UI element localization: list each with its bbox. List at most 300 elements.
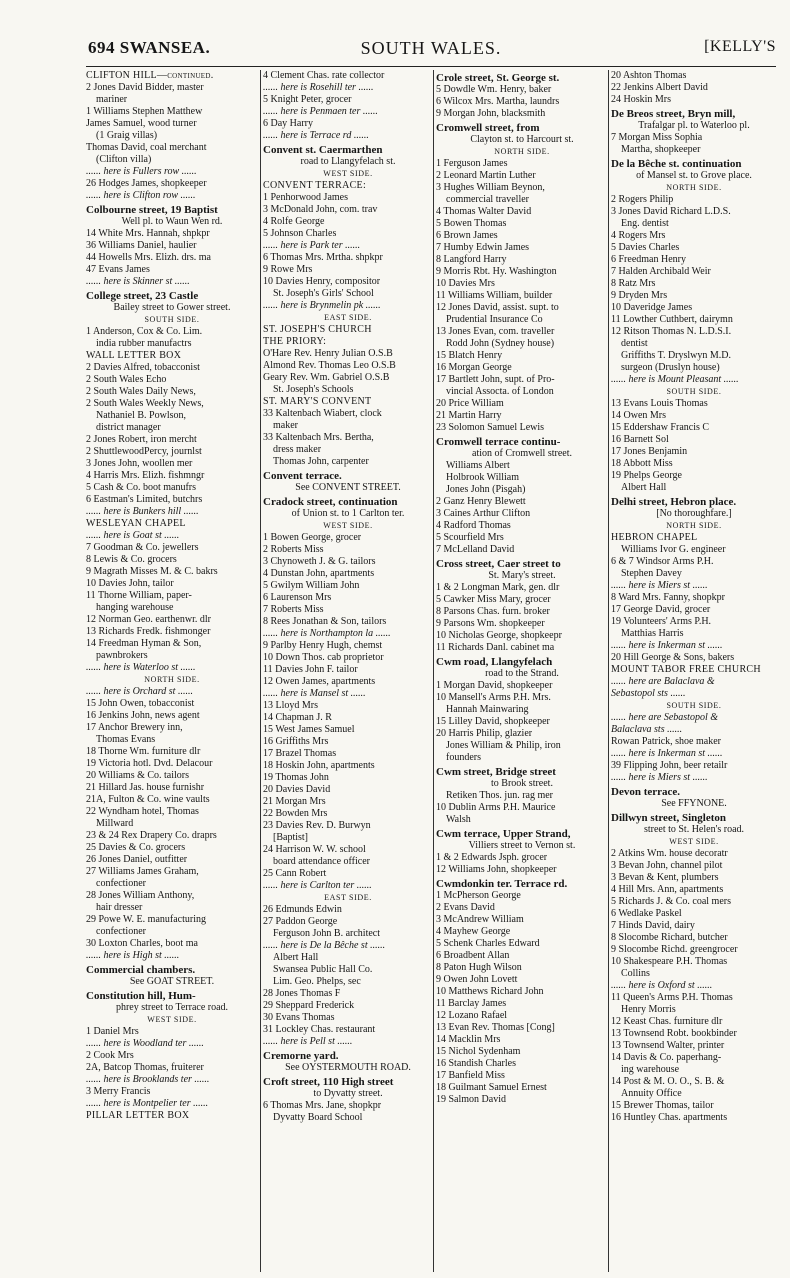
directory-entry: 17 George David, grocer	[611, 604, 711, 615]
directory-entry: pawnbrokers	[96, 650, 148, 661]
cross-street-marker: Balaclava sts ......	[611, 724, 683, 735]
directory-entry: Walsh	[446, 814, 471, 825]
directory-entry: 10 Davies Mrs	[436, 278, 495, 289]
directory-entry: 26 Edmunds Edwin	[263, 904, 342, 915]
directory-entry: 15 John Owen, tobacconist	[86, 698, 195, 709]
directory-columns	[86, 70, 776, 1272]
directory-entry: 11 Barclay James	[436, 998, 507, 1009]
directory-column-2	[260, 70, 433, 1272]
directory-entry: 33 Kaltenbach Mrs. Bertha,	[263, 432, 374, 443]
cross-street-marker: ...... here is Northampton la ......	[263, 628, 391, 639]
directory-entry: 12 Ritson Thomas N. L.D.S.I.	[611, 326, 732, 337]
directory-entry: 1 Penhorwood James	[263, 192, 348, 203]
cross-street-marker: ...... here is Penmaen ter ......	[263, 106, 378, 117]
directory-entry: 16 Jenkins John, news agent	[86, 710, 200, 721]
directory-entry: 10 Mansell's Arms P.H. Mrs.	[436, 692, 551, 703]
directory-entry: 13 Lloyd Mrs	[263, 700, 318, 711]
street-description: to Brook street.	[491, 778, 553, 789]
institution-entry: HEBRON CHAPEL	[611, 532, 698, 543]
directory-entry: 5 Bowen Thomas	[436, 218, 507, 229]
directory-entry: 1 Anderson, Cox & Co. Lim.	[86, 326, 203, 337]
cross-street-marker: ...... here is Orchard st ......	[86, 686, 193, 697]
directory-entry: hair dresser	[96, 902, 143, 913]
directory-entry: 2 South Wales Echo	[86, 374, 167, 385]
directory-entry: board attendance officer	[273, 856, 370, 867]
side-label: WEST SIDE.	[323, 521, 373, 530]
directory-entry: Annuity Office	[621, 1088, 682, 1099]
cross-street-marker: ...... here is Miers st ......	[611, 580, 708, 591]
cross-street-marker: ...... here is Brooklands ter ......	[86, 1074, 210, 1085]
side-label: EAST SIDE.	[324, 893, 372, 902]
directory-entry: Lim. Geo. Phelps, sec	[273, 976, 361, 987]
directory-entry: 3 Bevan & Kent, plumbers	[611, 872, 719, 883]
street-description: Clayton st. to Harcourt st.	[470, 134, 574, 145]
directory-entry: 2 Davies Alfred, tobacconist	[86, 362, 200, 373]
directory-entry: hanging warehouse	[96, 602, 174, 613]
directory-entry: 6 Wedlake Paskel	[611, 908, 682, 919]
street-heading: Cross street, Caer street to	[436, 558, 561, 570]
institution-entry: WESLEYAN CHAPEL	[86, 518, 186, 529]
directory-entry: 16 Huntley Chas. apartments	[611, 1112, 728, 1123]
street-heading: Cromwell street, from	[436, 122, 540, 134]
directory-entry: 10 Matthews Richard John	[436, 986, 544, 997]
institution-entry: ST. JOSEPH'S CHURCH	[263, 324, 372, 335]
institution-entry: MOUNT TABOR FREE CHURCH	[611, 664, 761, 675]
directory-entry: Martha, shopkeeper	[621, 144, 701, 155]
directory-entry: Holbrook William	[446, 472, 520, 483]
directory-entry: Henry Morris	[621, 1004, 676, 1015]
directory-entry: 4 Radford Thomas	[436, 520, 511, 531]
directory-entry: 5 Schenk Charles Edward	[436, 938, 540, 949]
directory-entry: 9 Rowe Mrs	[263, 264, 313, 275]
directory-entry: 9 Morgan John, blacksmith	[436, 108, 546, 119]
directory-entry: 24 Hoskin Mrs	[611, 94, 672, 105]
street-heading: Devon terrace.	[611, 786, 681, 798]
directory-entry: 8 Ratz Mrs	[611, 278, 656, 289]
directory-entry: 23 Davies Rev. D. Burwyn	[263, 820, 371, 831]
directory-entry: 11 Williams William, builder	[436, 290, 553, 301]
directory-entry: 4 Thomas Walter David	[436, 206, 532, 217]
side-label: WEST SIDE.	[147, 1015, 197, 1024]
directory-entry: Rowan Patrick, shoe maker	[611, 736, 721, 747]
directory-entry: 16 Griffiths Mrs	[263, 736, 329, 747]
directory-entry: 2 Atkins Wm. house decoratr	[611, 848, 728, 859]
directory-entry: 15 Brewer Thomas, tailor	[611, 1100, 714, 1111]
cross-street-marker: ...... here is Skinner st ......	[86, 276, 190, 287]
directory-entry: 5 Knight Peter, grocer	[263, 94, 352, 105]
directory-entry: (1 Graig villas)	[96, 130, 158, 141]
directory-entry: 29 Sheppard Frederick	[263, 1000, 355, 1011]
directory-entry: 4 Dunstan John, apartments	[263, 568, 375, 579]
street-heading: Delhi street, Hebron place.	[611, 496, 737, 508]
directory-entry: 28 Jones William Anthony,	[86, 890, 195, 901]
directory-entry: 17 Jones Benjamin	[611, 446, 688, 457]
directory-entry: 4 Harris Mrs. Elizh. fishmngr	[86, 470, 205, 481]
directory-entry: 20 Ashton Thomas	[611, 70, 687, 81]
directory-entry: 47 Evans James	[86, 264, 150, 275]
directory-entry: 14 White Mrs. Hannah, shpkpr	[86, 228, 210, 239]
directory-entry: 7 Morgan Miss Sophia	[611, 132, 703, 143]
street-heading: College street, 23 Castle	[86, 290, 199, 302]
directory-entry: 23 & 24 Rex Drapery Co. draprs	[86, 830, 217, 841]
directory-entry: confectioner	[96, 926, 146, 937]
directory-entry: 8 Langford Harry	[436, 254, 507, 265]
directory-entry: dentist	[621, 338, 648, 349]
directory-entry: Collins	[621, 968, 650, 979]
directory-entry: 14 Davis & Co. paperhang-	[611, 1052, 722, 1063]
directory-entry: 21A, Fulton & Co. wine vaults	[86, 794, 210, 805]
directory-entry: 1 & 2 Longman Mark, gen. dlr	[436, 582, 560, 593]
street-description: of Union st. to 1 Carlton ter.	[291, 508, 405, 519]
street-description: See GOAT STREET.	[129, 976, 215, 987]
directory-entry: 6 Broadbent Allan	[436, 950, 510, 961]
directory-entry: 3 Hughes William Beynon,	[436, 182, 545, 193]
street-heading: Cromwell terrace continu-	[436, 436, 561, 448]
directory-entry: Albert Hall	[621, 482, 667, 493]
cross-street-marker: ...... here is Woodland ter ......	[86, 1038, 204, 1049]
directory-entry: 19 Thomas John	[263, 772, 329, 783]
directory-entry: 2 South Wales Weekly News,	[86, 398, 204, 409]
street-heading: Cwmdonkin ter. Terrace rd.	[436, 878, 568, 890]
directory-entry: ing warehouse	[621, 1064, 680, 1075]
directory-entry: 1 Ferguson James	[436, 158, 508, 169]
directory-entry: 3 Caines Arthur Clifton	[436, 508, 531, 519]
directory-entry: 3 Bevan John, channel pilot	[611, 860, 723, 871]
directory-entry: 5 Richards J. & Co. coal mers	[611, 896, 731, 907]
directory-entry: 16 Barnett Sol	[611, 434, 669, 445]
directory-entry: 28 Jones Thomas F	[263, 988, 341, 999]
directory-entry: 4 Mayhew George	[436, 926, 511, 937]
cross-street-marker: ...... here is Inkerman st ......	[611, 640, 723, 651]
directory-entry: 9 Dryden Mrs	[611, 290, 668, 301]
street-description: phrey street to Terrace road.	[115, 1002, 229, 1013]
directory-entry: 21 Morgan Mrs	[263, 796, 326, 807]
directory-entry: 15 Eddershaw Francis C	[611, 422, 710, 433]
directory-entry: 16 Standish Charles	[436, 1058, 516, 1069]
side-label: NORTH SIDE.	[666, 521, 722, 530]
side-label: SOUTH SIDE.	[144, 315, 200, 324]
directory-entry: 9 Owen John Lovett	[436, 974, 518, 985]
directory-entry: 2 Rogers Philip	[611, 194, 674, 205]
directory-entry: 14 Macklin Mrs	[436, 1034, 501, 1045]
directory-entry: 2 ShuttlewoodPercy, journlst	[86, 446, 202, 457]
publisher-mark: [KELLY'S	[704, 38, 776, 55]
directory-entry: 7 McLelland David	[436, 544, 515, 555]
directory-entry: 1 Bowen George, grocer	[263, 532, 362, 543]
directory-entry: James Samuel, wood turner	[86, 118, 197, 129]
directory-entry: 10 Davies Henry, compositor	[263, 276, 381, 287]
street-heading: Cwm road, Llangyfelach	[436, 656, 553, 668]
directory-entry: 2 Cook Mrs	[86, 1050, 134, 1061]
directory-entry: 4 Clement Chas. rate collector	[263, 70, 385, 81]
cross-street-marker: ...... here is Goat st ......	[86, 530, 180, 541]
directory-entry: 20 Price William	[436, 398, 504, 409]
directory-entry: Thomas Evans	[96, 734, 156, 745]
directory-column-3	[433, 70, 608, 1272]
street-heading: Cradock street, continuation	[263, 496, 398, 508]
directory-entry: vincial Assocta. of London	[446, 386, 554, 397]
directory-entry: 2A, Batcop Thomas, fruiterer	[86, 1062, 204, 1073]
directory-entry: Retiken Thos. jun. rag mer	[446, 790, 554, 801]
directory-entry: 5 Gwilym William John	[263, 580, 360, 591]
cross-street-marker: ...... here is Mount Pleasant ......	[611, 374, 739, 385]
directory-entry: 18 Thorne Wm. furniture dlr	[86, 746, 201, 757]
directory-entry: Thomas John, carpenter	[273, 456, 369, 467]
street-description: Villiers street to Vernon st.	[468, 840, 576, 851]
directory-entry: 4 Rogers Mrs	[611, 230, 666, 241]
directory-entry: 6 Brown James	[436, 230, 498, 241]
cross-street-marker: ...... here is Pell st ......	[263, 1036, 353, 1047]
street-description: Bailey street to Gower street.	[113, 302, 231, 313]
directory-entry: 10 Davies John, tailor	[86, 578, 174, 589]
directory-entry: 12 Williams John, shopkeeper	[436, 864, 557, 875]
directory-entry: 23 Solomon Samuel Lewis	[436, 422, 545, 433]
directory-entry: 25 Cann Robert	[263, 868, 327, 879]
directory-entry: 14 Post & M. O. O., S. B. &	[611, 1076, 725, 1087]
directory-entry: mariner	[96, 94, 128, 105]
directory-entry: 5 Cawker Miss Mary, grocer	[436, 594, 551, 605]
directory-entry: 30 Loxton Charles, boot ma	[86, 938, 198, 949]
directory-entry: 12 Norman Geo. earthenwr. dlr	[86, 614, 211, 625]
directory-entry: 8 Ward Mrs. Fanny, shopkpr	[611, 592, 725, 603]
institution-entry: CLIFTON HILL—continued.	[86, 70, 214, 81]
street-description: of Mansel st. to Grove place.	[636, 170, 752, 181]
directory-entry: 6 Wilcox Mrs. Martha, laundrs	[436, 96, 560, 107]
directory-entry: 18 Hoskin John, apartments	[263, 760, 375, 771]
directory-column-1	[86, 70, 258, 1272]
directory-entry: 5 Johnson Charles	[263, 228, 337, 239]
street-description: road to Llangyfelach st.	[300, 156, 396, 167]
cross-street-marker: ...... here are Balaclava &	[611, 676, 715, 687]
directory-entry: surgeon (Druslyn house)	[621, 362, 720, 373]
cross-street-marker: ...... here is Oxford st ......	[611, 980, 713, 991]
street-description: St. Mary's street.	[488, 570, 556, 581]
cross-street-marker: ...... here is Park ter ......	[263, 240, 361, 251]
street-description: Well pl. to Waun Wen rd.	[121, 216, 223, 227]
directory-entry: Jones John (Pisgah)	[446, 484, 526, 495]
directory-entry: 11 Davies John F. tailor	[263, 664, 358, 675]
directory-entry: 2 Ganz Henry Blewett	[436, 496, 526, 507]
institution-entry: WALL LETTER BOX	[86, 350, 182, 361]
directory-entry: maker	[273, 420, 298, 431]
directory-entry: 7 Halden Archibald Weir	[611, 266, 711, 277]
page-header	[86, 36, 776, 67]
cross-street-marker: ...... here is Fullers row ......	[86, 166, 197, 177]
directory-entry: 5 Cash & Co. boot manufrs	[86, 482, 196, 493]
directory-entry: 2 Leonard Martin Luther	[436, 170, 536, 181]
directory-entry: (Clifton villa)	[96, 154, 152, 165]
directory-entry: 11 Queen's Arms P.H. Thomas	[611, 992, 733, 1003]
directory-entry: 13 Townsend Robt. bookbinder	[611, 1028, 737, 1039]
cross-street-marker: ...... here is Miers st ......	[611, 772, 708, 783]
directory-entry: 26 Jones Daniel, outfitter	[86, 854, 188, 865]
directory-entry: 21 Martin Harry	[436, 410, 502, 421]
directory-entry: 15 West James Samuel	[263, 724, 355, 735]
directory-entry: 3 Jones John, woollen mer	[86, 458, 193, 469]
street-heading: De Breos street, Bryn mill,	[611, 108, 736, 120]
directory-entry: 16 Morgan George	[436, 362, 512, 373]
street-description: ation of Cromwell street.	[472, 448, 572, 459]
directory-entry: 12 Keast Chas. furniture dlr	[611, 1016, 723, 1027]
directory-entry: 11 Lowther Cuthbert, dairymn	[611, 314, 733, 325]
directory-entry: Jones William & Philip, iron	[446, 740, 561, 751]
directory-entry: St. Joseph's Schools	[273, 384, 354, 395]
directory-entry: 4 Rolfe George	[263, 216, 325, 227]
directory-entry: 9 Magrath Misses M. & C. bakrs	[86, 566, 218, 577]
directory-entry: 14 Chapman J. R	[263, 712, 332, 723]
directory-entry: 27 Williams James Graham,	[86, 866, 199, 877]
directory-entry: 8 Paton Hugh Wilson	[436, 962, 522, 973]
directory-entry: 17 Anchor Brewery inn,	[86, 722, 183, 733]
directory-entry: 2 Evans David	[436, 902, 495, 913]
directory-entry: 2 Roberts Miss	[263, 544, 324, 555]
directory-entry: 25 Davies & Co. grocers	[86, 842, 186, 853]
directory-entry: 22 Jenkins Albert David	[611, 82, 708, 93]
directory-entry: Geary Rev. Wm. Gabriel O.S.B	[263, 372, 390, 383]
cross-street-marker: ...... here is Terrace rd ......	[263, 130, 369, 141]
directory-entry: 17 Banfield Miss	[436, 1070, 505, 1081]
directory-entry: 11 Richards Danl. cabinet ma	[436, 642, 555, 653]
directory-entry: 1 Williams Stephen Matthew	[86, 106, 203, 117]
directory-entry: district manager	[96, 422, 161, 433]
directory-entry: 20 Davies David	[263, 784, 331, 795]
cross-street-marker: ...... here is Rosehill ter ......	[263, 82, 374, 93]
cross-street-marker: ...... here is Bunkers hill ......	[86, 506, 199, 517]
side-label: WEST SIDE.	[669, 837, 719, 846]
directory-entry: 17 Brazel Thomas	[263, 748, 337, 759]
directory-entry: 1 McPherson George	[436, 890, 521, 901]
cross-street-marker: ...... here is Clifton row ......	[86, 190, 196, 201]
directory-entry: 7 Humby Edwin James	[436, 242, 530, 253]
street-heading: Crole street, St. George st.	[436, 72, 560, 84]
page-title: SOUTH WALES.	[360, 38, 502, 58]
directory-entry: 18 Guilmant Samuel Ernest	[436, 1082, 547, 1093]
directory-entry: 14 Owen Mrs	[611, 410, 666, 421]
directory-entry: 2 Jones Robert, iron mercht	[86, 434, 197, 445]
directory-entry: Prudential Insurance Co	[446, 314, 543, 325]
directory-entry: 1 & 2 Edwards Jsph. grocer	[436, 852, 548, 863]
directory-entry: 10 Dublin Arms P.H. Maurice	[436, 802, 556, 813]
institution-entry: ST. MARY'S CONVENT	[263, 396, 372, 407]
directory-entry: 9 Parsons Wm. shopkeeper	[436, 618, 545, 629]
directory-entry: 8 Lewis & Co. grocers	[86, 554, 177, 565]
side-label: NORTH SIDE.	[144, 675, 200, 684]
directory-entry: 13 Evan Rev. Thomas [Cong]	[436, 1022, 555, 1033]
directory-entry: 6 & 7 Windsor Arms P.H.	[611, 556, 714, 567]
directory-entry: 1 Daniel Mrs	[86, 1026, 139, 1037]
directory-entry: 3 Jones David Richard L.D.S.	[611, 206, 731, 217]
side-label: EAST SIDE.	[324, 313, 372, 322]
directory-entry: 12 Lozano Rafael	[436, 1010, 508, 1021]
directory-entry: Millward	[96, 818, 134, 829]
directory-entry: Swansea Public Hall Co.	[273, 964, 373, 975]
directory-entry: 22 Bowden Mrs	[263, 808, 328, 819]
cross-street-marker: ...... here is Mansel st ......	[263, 688, 366, 699]
directory-entry: 6 Thomas Mrs. Jane, shopkpr	[263, 1100, 382, 1111]
directory-entry: 4 Hill Mrs. Ann, apartments	[611, 884, 724, 895]
directory-entry: Ferguson John B. architect	[273, 928, 381, 939]
directory-entry: 3 Chynoweth J. & G. tailors	[263, 556, 376, 567]
directory-entry: 21 Hillard Jas. house furnishr	[86, 782, 205, 793]
cross-street-marker: ...... here is Waterloo st ......	[86, 662, 196, 673]
directory-entry: 6 Freedman Henry	[611, 254, 686, 265]
street-heading: Convent st. Caermarthen	[263, 144, 383, 156]
directory-entry: 27 Paddon George	[263, 916, 338, 927]
directory-entry: 11 Thorne William, paper-	[86, 590, 192, 601]
side-label: NORTH SIDE.	[494, 147, 550, 156]
cross-street-marker: ...... here is Inkerman st ......	[611, 748, 723, 759]
directory-entry: india rubber manufactrs	[96, 338, 192, 349]
directory-entry: 8 Rees Jonathan & Son, tailors	[263, 616, 387, 627]
street-description: road to the Strand.	[485, 668, 559, 679]
directory-entry: 2 Jones David Bidder, master	[86, 82, 204, 93]
street-description: See CONVENT STREET.	[295, 482, 401, 493]
directory-entry: 19 Volunteers' Arms P.H.	[611, 616, 712, 627]
directory-entry: 15 Nichol Sydenham	[436, 1046, 521, 1057]
street-heading: De la Bêche st. continuation	[611, 158, 742, 170]
directory-entry: Thomas David, coal merchant	[86, 142, 207, 153]
directory-entry: founders	[446, 752, 481, 763]
directory-entry: 39 Flipping John, beer retailr	[611, 760, 728, 771]
street-heading: Cremorne yard.	[263, 1050, 339, 1062]
directory-entry: 13 Townsend Walter, printer	[611, 1040, 725, 1051]
directory-entry: 31 Lockley Chas. restaurant	[263, 1024, 376, 1035]
directory-entry: 3 McDonald John, com. trav	[263, 204, 378, 215]
directory-entry: 20 Hill George & Sons, bakers	[611, 652, 735, 663]
directory-entry: 13 Evans Louis Thomas	[611, 398, 708, 409]
directory-entry: 5 Davies Charles	[611, 242, 680, 253]
street-heading: Convent terrace.	[263, 470, 342, 482]
street-description: [No thoroughfare.]	[656, 508, 732, 519]
directory-entry: 33 Kaltenbach Wiabert, clock	[263, 408, 382, 419]
city-name: SWANSEA.	[119, 38, 211, 57]
directory-entry: 15 Lilley David, shopkeeper	[436, 716, 550, 727]
directory-entry: Albert Hall	[273, 952, 319, 963]
street-heading: Commercial chambers.	[86, 964, 196, 976]
street-heading: Cwm street, Bridge street	[436, 766, 556, 778]
cross-street-marker: ...... here is De la Bêche st ......	[263, 940, 386, 951]
directory-entry: Eng. dentist	[621, 218, 669, 229]
directory-entry: 19 Salmon David	[436, 1094, 506, 1105]
cross-street-marker: ...... here is Carlton ter ......	[263, 880, 372, 891]
directory-entry: 24 Harrison W. W. school	[263, 844, 366, 855]
directory-entry: Williams Albert	[446, 460, 510, 471]
directory-entry: Hannah Mainwaring	[446, 704, 529, 715]
directory-entry: 3 McAndrew William	[436, 914, 524, 925]
directory-entry: Matthias Harris	[621, 628, 684, 639]
directory-entry: Williams Ivor G. engineer	[621, 544, 726, 555]
cross-street-marker: ...... here is Brynmelin pk ......	[263, 300, 381, 311]
side-label: SOUTH SIDE.	[666, 701, 722, 710]
side-label: NORTH SIDE.	[666, 183, 722, 192]
page-number-text: 694	[88, 38, 115, 57]
directory-entry: 7 Hinds David, dairy	[611, 920, 695, 931]
directory-entry: 5 Dowdle Wm. Henry, baker	[436, 84, 552, 95]
directory-entry: 8 Slocombe Richard, butcher	[611, 932, 728, 943]
street-description: street to St. Helen's road.	[643, 824, 745, 835]
directory-entry: 6 Day Harry	[263, 118, 313, 129]
street-heading: Constitution hill, Hum-	[86, 990, 196, 1002]
directory-entry: 20 Harris Philip, glazier	[436, 728, 533, 739]
directory-entry: 6 Thomas Mrs. Mrtha. shpkpr	[263, 252, 383, 263]
directory-entry: 12 Jones David, assist. supt. to	[436, 302, 559, 313]
street-description: to Dyvatty street.	[313, 1088, 383, 1099]
directory-entry: 13 Richards Fredk. fishmonger	[86, 626, 211, 637]
directory-entry: Stephen Davey	[621, 568, 682, 579]
side-label: SOUTH SIDE.	[666, 387, 722, 396]
directory-entry: 36 Williams Daniel, haulier	[86, 240, 197, 251]
directory-entry: St. Joseph's Girls' School	[273, 288, 374, 299]
